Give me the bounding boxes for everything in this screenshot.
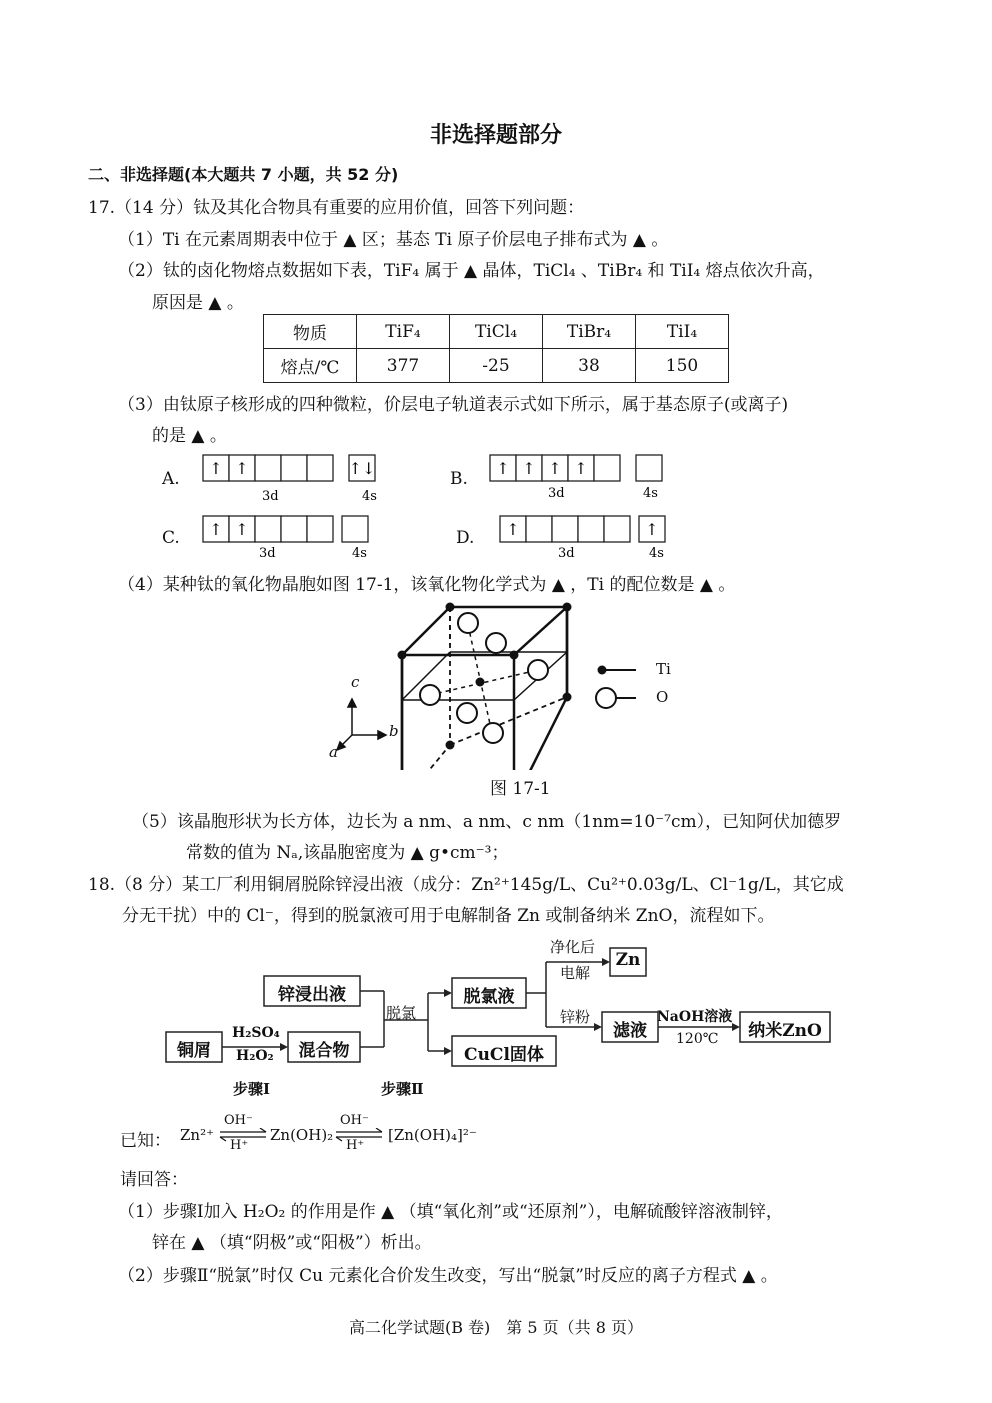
q18-stem-line2: 分无干扰）中的 Cl⁻，得到的脱氯液可用于电解制备 Zn 或制备纳米 ZnO，流程如下。: [122, 906, 775, 926]
flow-zinc-leach: 锌浸出液: [278, 985, 346, 1005]
section-heading: 二、非选择题(本大题共 7 小题，共 52 分): [88, 165, 399, 184]
table-cell: TiF₄: [357, 315, 450, 349]
table-cell: 物质: [264, 315, 357, 349]
known-h-2: H⁺: [346, 1138, 365, 1153]
figure-caption: 图 17-1: [490, 779, 551, 799]
known-oh-2: OH⁻: [340, 1113, 369, 1128]
table-cell: -25: [450, 349, 543, 383]
legend-o-label: O: [656, 688, 669, 706]
table-cell: TiBr₄: [543, 315, 636, 349]
flow-step1: 步骤Ⅰ: [233, 1080, 271, 1098]
q17-part3-line2: 的是 ▲ 。: [152, 426, 227, 446]
legend-ti-label: Ti: [656, 660, 671, 678]
orbital-box-3d: [526, 516, 552, 542]
flow-purify: 净化后: [550, 938, 596, 956]
option-d-label: D.: [456, 528, 475, 548]
q17-part2-line2: 原因是 ▲ 。: [152, 293, 244, 313]
page-footer: 高二化学试题(B 卷) 第 5 页（共 8 页）: [348, 1318, 644, 1337]
equilibrium-arrows: [218, 1128, 388, 1142]
q17-part1: （1）Ti 在元素周期表中位于 ▲ 区；基态 Ti 原子价层电子排布式为 ▲ 。: [118, 230, 669, 250]
axis-a-label: a: [329, 743, 338, 761]
label-3d: 3d: [262, 489, 279, 504]
label-3d: 3d: [558, 546, 575, 561]
orbital-box-3d: [307, 516, 333, 542]
flow-cucl-solid: CuCl固体: [464, 1045, 544, 1065]
flow-temperature: 120℃: [676, 1031, 719, 1047]
table-cell: TiI₄: [636, 315, 729, 349]
known-prefix: 已知：: [120, 1131, 171, 1151]
known-zn-oh2: Zn(OH)₂: [270, 1126, 334, 1144]
electron-arrow: ↑: [506, 520, 520, 539]
flow-reagent-h2o2: H₂O₂: [236, 1048, 274, 1064]
flow-dechlorinated-liquid: 脱氯液: [463, 987, 515, 1007]
flow-zinc-powder: 锌粉: [560, 1008, 591, 1026]
orbital-box-3d: [578, 516, 604, 542]
orbital-box-3d: [281, 455, 307, 481]
q17-stem: 17.（14 分）钛及其化合物具有重要的应用价值，回答下列问题：: [88, 198, 585, 218]
orbital-box-4s: [342, 516, 368, 542]
q17-part5-line1: （5）该晶胞形状为长方体，边长为 a nm、a nm、c nm（1nm=10⁻⁷cm），已知阿伏加德罗: [132, 812, 842, 832]
please-answer: 请回答：: [120, 1170, 188, 1190]
flow-electrolysis: 电解: [560, 964, 591, 982]
orbital-box-3d: [552, 516, 578, 542]
flow-step2: 步骤Ⅱ: [381, 1080, 424, 1098]
q18-part1-line2: 锌在 ▲ （填“阴极”或“阳极”）析出。: [152, 1233, 432, 1253]
electron-arrow: ↑: [522, 459, 536, 478]
orbital-box-3d: [307, 455, 333, 481]
table-cell: 熔点/℃: [264, 349, 357, 383]
page-title: 非选择题部分: [429, 123, 562, 148]
orbital-box-3d: [604, 516, 630, 542]
q17-part5-line2: 常数的值为 Nₐ,该晶胞密度为 ▲ g•cm⁻³；: [186, 843, 509, 863]
electron-arrow: ↑: [645, 520, 659, 539]
q18-part2: （2）步骤Ⅱ“脱氯”时仅 Cu 元素化合价发生改变，写出“脱氯”时反应的离子方程式 ▲ 。: [118, 1266, 778, 1286]
q17-part4: （4）某种钛的氧化物晶胞如图 17-1，该氧化物化学式为 ▲ ，Ti 的配位数是 ▲ 。: [118, 575, 736, 595]
known-oh-1: OH⁻: [224, 1113, 253, 1128]
electron-arrow: ↑: [235, 520, 249, 539]
electron-arrow: ↑: [548, 459, 562, 478]
label-3d: 3d: [259, 546, 276, 561]
known-h-1: H⁺: [230, 1138, 249, 1153]
electron-arrow: ↑: [209, 459, 223, 478]
flow-mixture: 混合物: [298, 1041, 350, 1061]
q18-part1-line1: （1）步骤Ⅰ加入 H₂O₂ 的作用是作 ▲ （填“氧化剂”或“还原剂”），电解硫酸锌溶液制锌，: [118, 1202, 783, 1222]
flow-nano-zno: 纳米ZnO: [748, 1021, 822, 1041]
orbital-box-3d: [594, 455, 620, 481]
label-4s: 4s: [362, 489, 377, 504]
orbital-box-3d: [255, 455, 281, 481]
q17-part3-line1: （3）由钛原子核形成的四种微粒，价层电子轨道表示式如下所示，属于基态原子(或离子): [118, 395, 789, 415]
flow-filtrate: 滤液: [613, 1021, 647, 1041]
electron-arrow: ↑: [574, 459, 588, 478]
electron-arrow: ↑↓: [348, 459, 376, 478]
table-cell: 377: [357, 349, 450, 383]
table-cell: 150: [636, 349, 729, 383]
flow-dechlorination: 脱氯: [386, 1004, 417, 1022]
table-cell: 38: [543, 349, 636, 383]
flow-zn: Zn: [615, 950, 641, 970]
orbital-box-4s: [636, 455, 662, 481]
axis-b-label: b: [389, 722, 399, 740]
electron-arrow: ↑: [235, 459, 249, 478]
electron-arrow: ↑: [209, 520, 223, 539]
option-c-label: C.: [162, 528, 180, 548]
flow-reagent-h2so4: H₂SO₄: [232, 1025, 280, 1041]
label-4s: 4s: [649, 546, 664, 561]
flow-naoh: NaOH溶液: [657, 1009, 733, 1025]
known-zn-ion: Zn²⁺: [180, 1126, 215, 1144]
q17-part2-line1: （2）钛的卤化物熔点数据如下表，TiF₄ 属于 ▲ 晶体，TiCl₄ 、TiBr₄ 和 TiI₄ 熔点依次升高，: [118, 261, 825, 281]
process-flowchart: [160, 932, 840, 1102]
table-cell: TiCl₄: [450, 315, 543, 349]
crystal-cell-figure: [320, 595, 700, 770]
label-4s: 4s: [643, 486, 658, 501]
label-4s: 4s: [352, 546, 367, 561]
orbital-box-3d: [255, 516, 281, 542]
electron-arrow: ↑: [496, 459, 510, 478]
flow-copper-scrap: 铜屑: [177, 1041, 211, 1061]
known-complex: [Zn(OH)₄]²⁻: [388, 1126, 477, 1144]
axis-c-label: c: [351, 673, 360, 691]
option-a-label: A.: [162, 469, 180, 489]
q18-stem-line1: 18.（8 分）某工厂利用铜屑脱除锌浸出液（成分：Zn²⁺145g/L、Cu²⁺0.03g/L、Cl⁻1g/L，其它成: [88, 875, 844, 895]
orbital-box-3d: [281, 516, 307, 542]
label-3d: 3d: [548, 486, 565, 501]
option-b-label: B.: [450, 469, 468, 489]
